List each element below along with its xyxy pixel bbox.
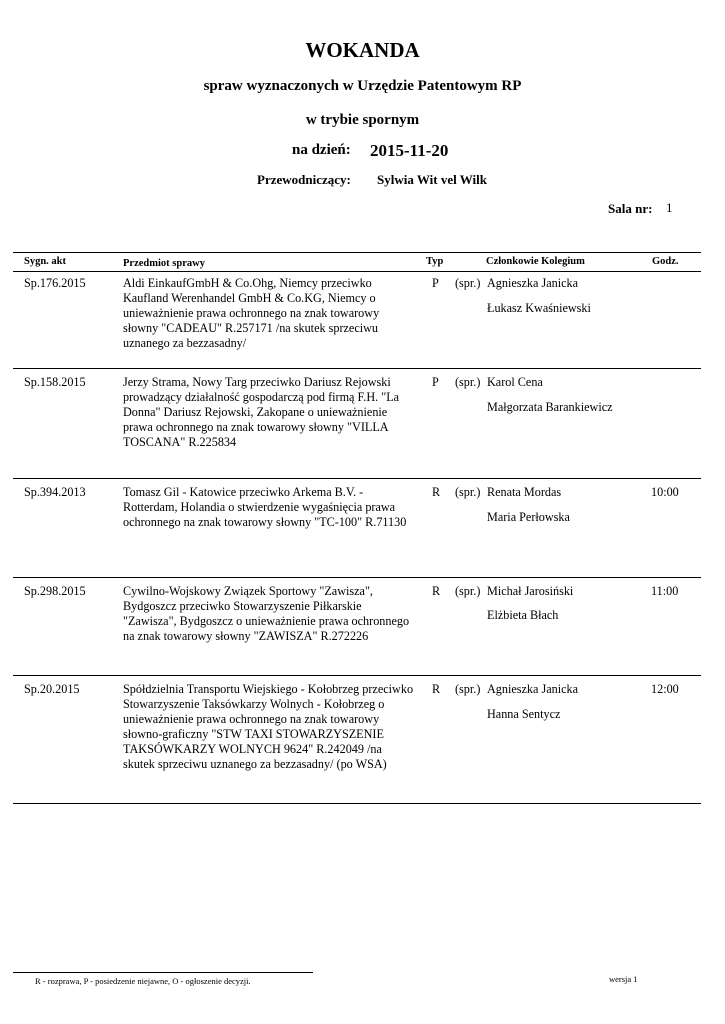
row-divider [13, 675, 701, 676]
member-secondary: Elżbieta Błach [487, 608, 559, 622]
rapporteur-tag: (spr.) [455, 276, 481, 290]
type-cell: P [432, 375, 439, 389]
table-bottom-rule [13, 803, 701, 804]
rapporteur-tag: (spr.) [455, 485, 481, 499]
room-label: Sala nr: [608, 201, 653, 216]
rapporteur-tag: (spr.) [455, 375, 481, 389]
table-header-rule [13, 271, 701, 272]
subject-cell: Cywilno-Wojskowy Związek Sportowy "Zawisza", Bydgoszcz przeciwko Stowarzyszenie Piłkarskie "Zawisza", Bydgoszcz o unieważnienie prawa ochronnego na znak towarowy słowny "ZAWISZA" R.272226 [123, 584, 410, 643]
row-divider [13, 368, 701, 369]
time-cell: 11:00 [651, 584, 679, 598]
page-title: WOKANDA [305, 38, 420, 62]
rapporteur-tag: (spr.) [455, 682, 481, 696]
date-label: na dzień: [292, 142, 351, 158]
member-secondary: Hanna Sentycz [487, 707, 561, 721]
type-cell: R [432, 584, 441, 598]
member-primary: Michał Jarosiński [487, 584, 574, 598]
proceeding-mode: w trybie spornym [305, 112, 420, 128]
rapporteur-tag: (spr.) [455, 584, 481, 598]
row-divider [13, 478, 701, 479]
subject-cell: Jerzy Strama, Nowy Targ przeciwko Dariusz Rejowski prowadzący działalność gospodarczą pod firmą F.H. "La Donna" Dariusz Rejowski, Zakopane o unieważnienie prawa ochronnego na znak towarowy słowny "VILLA TOSCANA" R.225834 [123, 375, 400, 449]
type-cell: R [432, 682, 441, 696]
member-secondary: Małgorzata Barankiewicz [487, 400, 613, 414]
chair-label: Przewodniczący: [257, 172, 351, 187]
table-top-rule [13, 252, 701, 253]
col-header-time: Godz. [652, 256, 679, 267]
member-secondary: Maria Perłowska [487, 510, 570, 524]
footer-legend: R - rozprawa, P - posiedzenie niejawne, O - ogłoszenie decyzji. [35, 976, 251, 986]
col-header-type: Typ [426, 256, 444, 267]
date-value: 2015-11-20 [370, 141, 449, 160]
footer-rule [13, 972, 313, 973]
member-primary: Renata Mordas [487, 485, 562, 499]
type-cell: R [432, 485, 441, 499]
col-header-subject: Przedmiot sprawy [123, 258, 205, 269]
time-cell: 10:00 [651, 485, 679, 499]
room-value: 1 [666, 200, 673, 215]
member-primary: Agnieszka Janicka [487, 682, 579, 696]
page-subtitle: spraw wyznaczonych w Urzędzie Patentowym RP [203, 78, 522, 94]
signature-cell: Sp.298.2015 [24, 584, 86, 598]
time-cell: 12:00 [651, 682, 679, 696]
subject-cell: Aldi EinkaufGmbH & Co.Ohg, Niemcy przeciwko Kaufland Werenhandel GmbH & Co.KG, Niemcy o unieważnienie prawa ochronnego na znak towarowy słowny "CADEAU" R.257171 /na skutek sprzeciwu uznanego za bezzasadny/ [123, 276, 380, 350]
row-divider [13, 577, 701, 578]
signature-cell: Sp.394.2013 [24, 485, 86, 499]
col-header-members: Członkowie Kolegium [486, 256, 585, 267]
member-primary: Agnieszka Janicka [487, 276, 579, 290]
member-primary: Karol Cena [487, 375, 543, 389]
signature-cell: Sp.176.2015 [24, 276, 86, 290]
signature-cell: Sp.20.2015 [24, 682, 80, 696]
signature-cell: Sp.158.2015 [24, 375, 86, 389]
col-header-signature: Sygn. akt [24, 256, 67, 267]
chair-value: Sylwia Wit vel Wilk [377, 172, 487, 187]
version-label: wersja 1 [609, 974, 638, 984]
member-secondary: Łukasz Kwaśniewski [487, 301, 591, 315]
subject-cell: Tomasz Gil - Katowice przeciwko Arkema B.V. - Rotterdam, Holandia o stwierdzenie wygaśnięcia prawa ochronnego na znak towarowy słowny "TC-100" R.71130 [123, 485, 407, 529]
type-cell: P [432, 276, 439, 290]
subject-cell: Spółdzielnia Transportu Wiejskiego - Kołobrzeg przeciwko Stowarzyszenie Taksówkarzy Wolnych - Kołobrzeg o unieważnienie prawa ochronnego na znak towarowy słowno-graficzny "STW TAXI STOWARZYSZENIE TAKSÓWKARZY WOLNYCH 9624" R.242049 /na skutek sprzeciwu uznanego za bezzasadny/ (po WSA) [123, 682, 414, 771]
